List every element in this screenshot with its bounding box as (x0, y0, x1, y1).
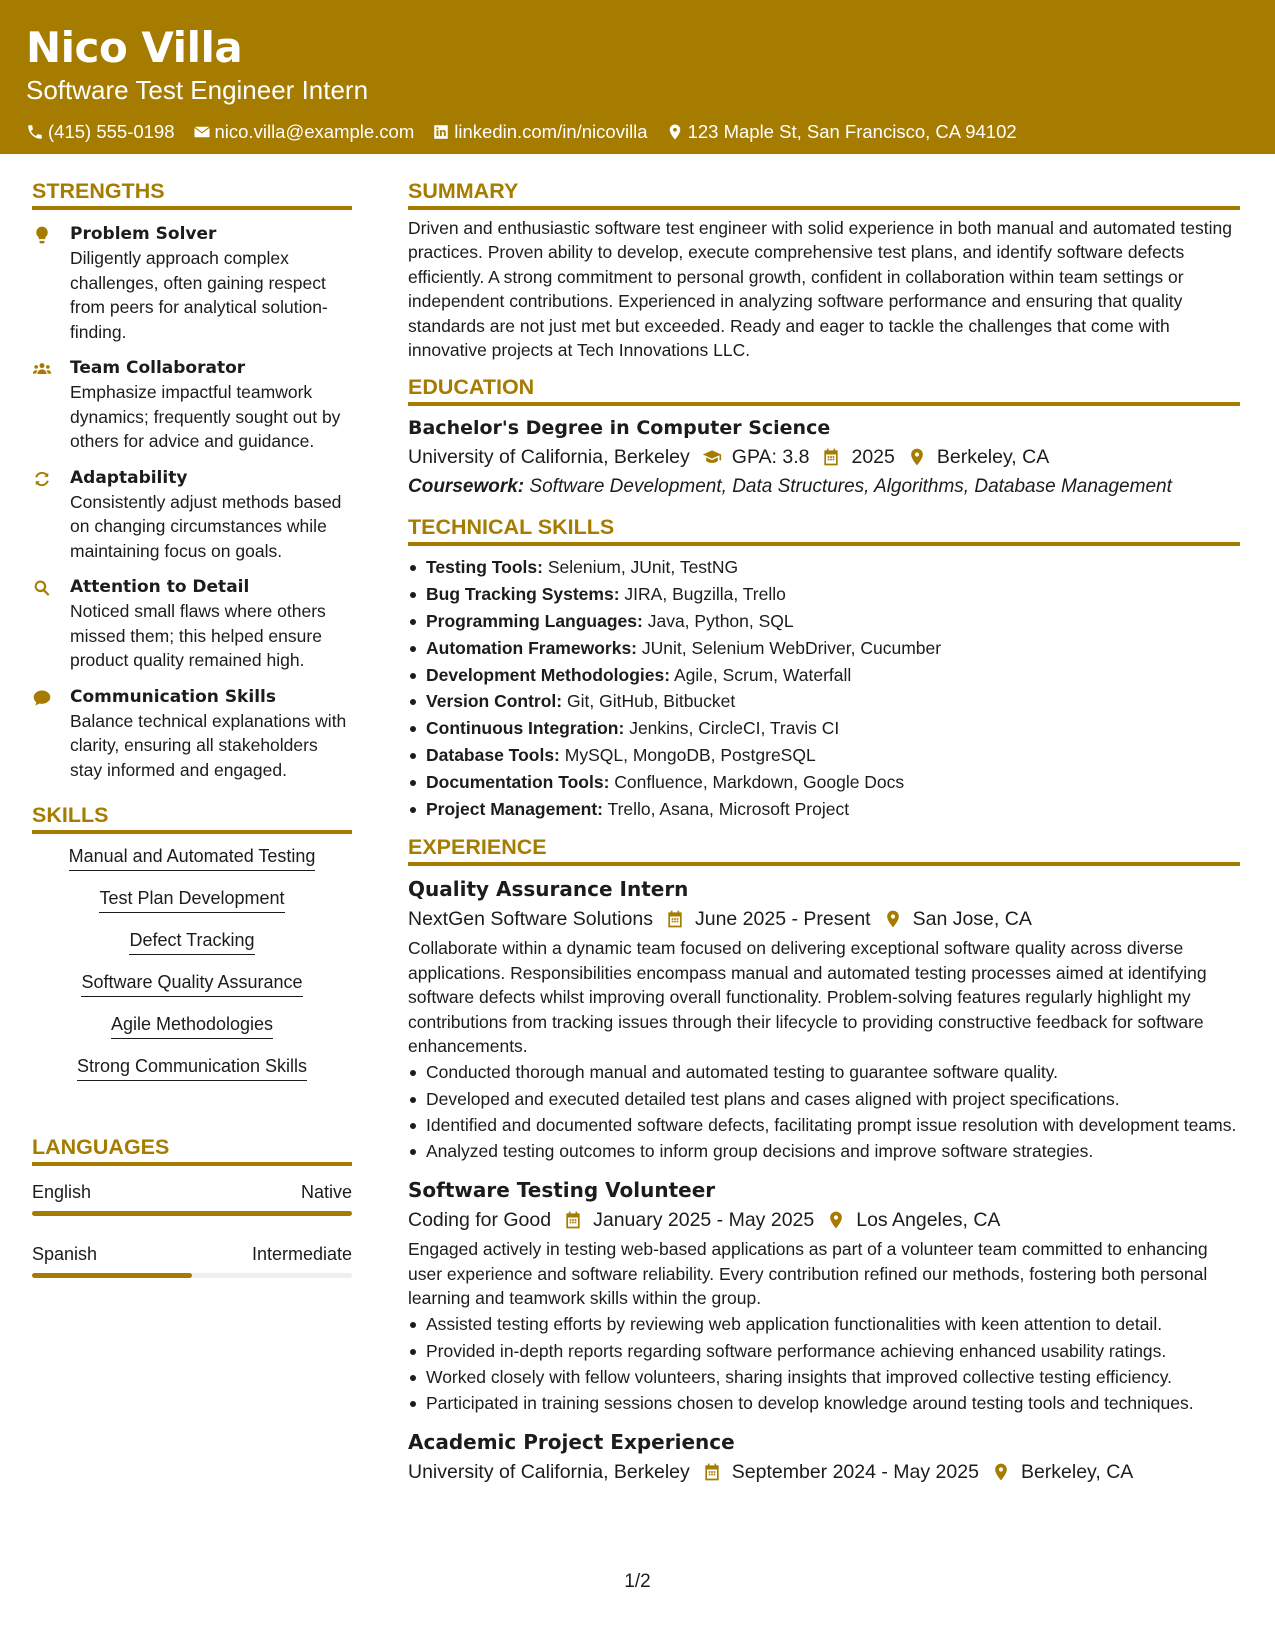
right-column (408, 176, 1240, 1499)
job-title: Quality Assurance Intern (408, 877, 689, 902)
skill-tag: Agile Methodologies (111, 1012, 273, 1039)
skills-list (32, 844, 352, 1096)
list-item (408, 662, 1240, 689)
tech-skill-value: Jenkins, CircleCI, Travis CI (629, 718, 840, 739)
strength-title: Attention to Detail (70, 577, 250, 597)
skills-heading: SKILLS (32, 800, 352, 834)
strength-item (32, 685, 352, 783)
tech-skill-value: JUnit, Selenium WebDriver, Cucumber (641, 637, 942, 658)
language-proficiency-fill (32, 1273, 192, 1278)
calendar-icon (563, 1210, 583, 1230)
education-gpa: GPA: 3.8 (731, 446, 810, 469)
tech-skill-label: Testing Tools: (426, 557, 543, 578)
candidate-title: Software Test Engineer Intern (26, 75, 369, 105)
job-description: Collaborate within a dynamic team focused on delivering exceptional software quality across diverse applications. Responsibilities encompass manual and automated testing processes aimed at identifying software defects whilst improving overall functionality. Problem-solving features regularly highlight my contributions from tracking issues through their lifecycle to providing constructive feedback for software enhancements. (408, 938, 1207, 1057)
contact-address (666, 120, 1017, 144)
resume-header (0, 0, 1275, 154)
strength-description: Balance technical explanations with clarity, ensuring all stakeholders stay informed and engaged. (70, 710, 347, 780)
list-item (408, 608, 1240, 635)
candidate-name: Nico Villa (26, 23, 243, 72)
experience-entry (408, 1175, 1240, 1415)
location-pin-icon (991, 1462, 1011, 1482)
tech-skill-label: Development Methodologies: (426, 664, 671, 685)
list-item (408, 581, 1240, 608)
strength-item (32, 356, 352, 454)
tech-skill-label: Bug Tracking Systems: (426, 584, 620, 605)
tech-skill-label: Version Control: (426, 691, 563, 712)
language-item (32, 1180, 352, 1216)
experience-entry (408, 1427, 1240, 1487)
list-item (408, 554, 1240, 581)
experience-entry (408, 874, 1240, 1163)
lightbulb-icon (32, 225, 52, 245)
location-pin-icon (883, 909, 903, 929)
language-item (32, 1242, 352, 1278)
tech-skill-value: Agile, Scrum, Waterfall (673, 664, 852, 685)
job-dates: September 2024 - May 2025 (731, 1461, 979, 1484)
job-meta (408, 904, 1240, 934)
strengths-heading: STRENGTHS (32, 176, 352, 210)
job-location: San Jose, CA (912, 908, 1032, 931)
list-item: Conducted thorough manual and automated testing to guarantee software quality. (408, 1060, 1240, 1084)
skill-tag: Defect Tracking (129, 928, 254, 955)
tech-skill-label: Programming Languages: (426, 611, 643, 632)
phone-icon (26, 123, 44, 141)
list-item: Identified and documented software defects, facilitating prompt issue resolution with development teams. (408, 1113, 1240, 1137)
tech-skill-value: Trello, Asana, Microsoft Project (607, 798, 850, 819)
strength-title: Team Collaborator (70, 358, 246, 378)
tech-skill-label: Database Tools: (426, 745, 560, 766)
list-item: Worked closely with fellow volunteers, sharing insights that improved collective testing efficiency. (408, 1365, 1240, 1389)
left-column (32, 176, 352, 1304)
coursework-list: Software Development, Data Structures, Algorithms, Database Management (529, 476, 1172, 498)
address-text: 123 Maple St, San Francisco, CA 94102 (687, 121, 1017, 142)
strength-title: Problem Solver (70, 224, 217, 244)
tech-skill-label: Continuous Integration: (426, 718, 625, 739)
list-item: Provided in-depth reports regarding software performance achieving enhanced usability ratings. (408, 1339, 1240, 1363)
list-item (408, 769, 1240, 796)
phone-text: (415) 555-0198 (48, 121, 175, 142)
list-item: Analyzed testing outcomes to inform group decisions and improve software strategies. (408, 1139, 1240, 1163)
list-item: Developed and executed detailed test plans and cases aligned with project specifications. (408, 1087, 1240, 1111)
strength-title: Communication Skills (70, 686, 276, 707)
summary-heading: SUMMARY (408, 176, 1240, 210)
job-location: Berkeley, CA (1020, 1461, 1134, 1484)
tech-skill-label: Documentation Tools: (426, 771, 610, 792)
tech-skill-value: Confluence, Markdown, Google Docs (614, 771, 905, 792)
tech-skill-label: Automation Frameworks: (426, 637, 637, 658)
strength-description: Noticed small flaws where others missed them; this helped ensure product quality remained high. (70, 601, 326, 670)
tech-skill-value: JIRA, Bugzilla, Trello (624, 584, 786, 605)
language-name: English (32, 1182, 92, 1202)
search-icon (32, 578, 52, 598)
education-degree: Bachelor's Degree in Computer Science (408, 417, 831, 440)
tech-skill-value: Selenium, JUnit, TestNG (547, 557, 739, 578)
list-item (408, 742, 1240, 769)
tech-skill-value: Git, GitHub, Bitbucket (567, 691, 736, 712)
education-year: 2025 (851, 446, 895, 469)
job-company: University of California, Berkeley (408, 1461, 690, 1484)
experience-heading: EXPERIENCE (408, 832, 1240, 866)
calendar-icon (665, 909, 685, 929)
coursework-label: Coursework: (408, 476, 525, 498)
technical-skills-heading: TECHNICAL SKILLS (408, 512, 1240, 546)
tech-skill-value: MySQL, MongoDB, PostgreSQL (564, 745, 816, 766)
language-proficiency-bar (32, 1211, 352, 1216)
job-title: Software Testing Volunteer (408, 1178, 716, 1203)
skill-tag: Manual and Automated Testing (69, 844, 316, 871)
strength-description: Diligently approach complex challenges, often gaining respect from peers for analytical solution-finding. (70, 248, 328, 342)
strength-title: Adaptability (70, 467, 188, 488)
job-description: Engaged actively in testing web-based applications as part of a volunteer team committed to enhancing user experience and software reliability. Every contribution refined our methods, fostering both personal learning and teamwork skills within the group. (408, 1239, 1208, 1309)
contact-row (26, 120, 1249, 144)
users-icon (32, 359, 52, 379)
education-coursework (408, 472, 1240, 502)
linkedin-text: linkedin.com/in/nicovilla (454, 121, 648, 142)
linkedin-icon (432, 123, 450, 141)
job-title: Academic Project Experience (408, 1430, 735, 1455)
job-meta (408, 1457, 1240, 1487)
contact-phone[interactable] (26, 120, 175, 144)
languages-heading: LANGUAGES (32, 1132, 352, 1166)
list-item (408, 715, 1240, 742)
strength-item (32, 466, 352, 564)
contact-linkedin[interactable] (432, 120, 647, 144)
education-school: University of California, Berkeley (408, 446, 690, 469)
strength-description: Emphasize impactful teamwork dynamics; frequently sought out by others for advice and guidance. (70, 382, 341, 451)
job-location: Los Angeles, CA (856, 1209, 1001, 1232)
job-company: NextGen Software Solutions (408, 908, 653, 931)
list-item (408, 688, 1240, 715)
language-level: Native (300, 1182, 352, 1202)
language-name: Spanish (32, 1244, 98, 1264)
location-pin-icon (666, 123, 684, 141)
page-number: 1/2 (624, 1571, 651, 1592)
calendar-icon (702, 1462, 722, 1482)
contact-email[interactable] (193, 120, 415, 144)
job-dates: January 2025 - May 2025 (593, 1209, 815, 1232)
education-heading: EDUCATION (408, 372, 1240, 406)
location-pin-icon (907, 447, 927, 467)
tech-skill-label: Project Management: (426, 798, 603, 819)
list-item (408, 796, 1240, 823)
graduation-cap-icon (702, 447, 722, 467)
education-meta (408, 442, 1240, 472)
skill-tag: Test Plan Development (99, 886, 284, 913)
education-location: Berkeley, CA (936, 446, 1050, 469)
strength-description: Consistently adjust methods based on changing circumstances while maintaining focus on goals. (70, 491, 342, 561)
job-dates: June 2025 - Present (694, 908, 871, 931)
job-company: Coding for Good (408, 1209, 552, 1232)
job-bullets (408, 1060, 1240, 1163)
summary-text: Driven and enthusiastic software test engineer with solid experience in both manual and automated testing practices. Proven ability to develop, execute comprehensive test plans, and identify software defects efficiently. A strong commitment to personal growth, confident in collaboration within team settings or independent contributions. Experienced in analyzing software performance and ensuring that quality standards are not just met but exceeded. Ready and eager to tackle the challenges that come with innovative projects at Tech Innovations LLC. (408, 218, 1232, 361)
calendar-icon (821, 447, 841, 467)
location-pin-icon (826, 1210, 846, 1230)
strength-item (32, 575, 352, 673)
sync-icon (32, 469, 52, 489)
job-meta (408, 1205, 1240, 1235)
strength-item (32, 222, 352, 344)
list-item (408, 635, 1240, 662)
comment-icon (32, 688, 52, 708)
skill-tag: Software Quality Assurance (81, 970, 302, 997)
technical-skills-list (408, 554, 1240, 822)
skill-tag: Strong Communication Skills (77, 1054, 307, 1081)
language-level: Intermediate (251, 1244, 352, 1264)
job-bullets (408, 1312, 1240, 1415)
tech-skill-value: Java, Python, SQL (647, 611, 794, 632)
language-proficiency-bar (32, 1273, 352, 1278)
email-text: nico.villa@example.com (214, 121, 415, 142)
list-item: Participated in training sessions chosen to develop knowledge around testing tools and techniques. (408, 1391, 1240, 1415)
language-proficiency-fill (32, 1211, 352, 1216)
list-item: Assisted testing efforts by reviewing web application functionalities with keen attention to detail. (408, 1312, 1240, 1336)
email-icon (193, 123, 211, 141)
